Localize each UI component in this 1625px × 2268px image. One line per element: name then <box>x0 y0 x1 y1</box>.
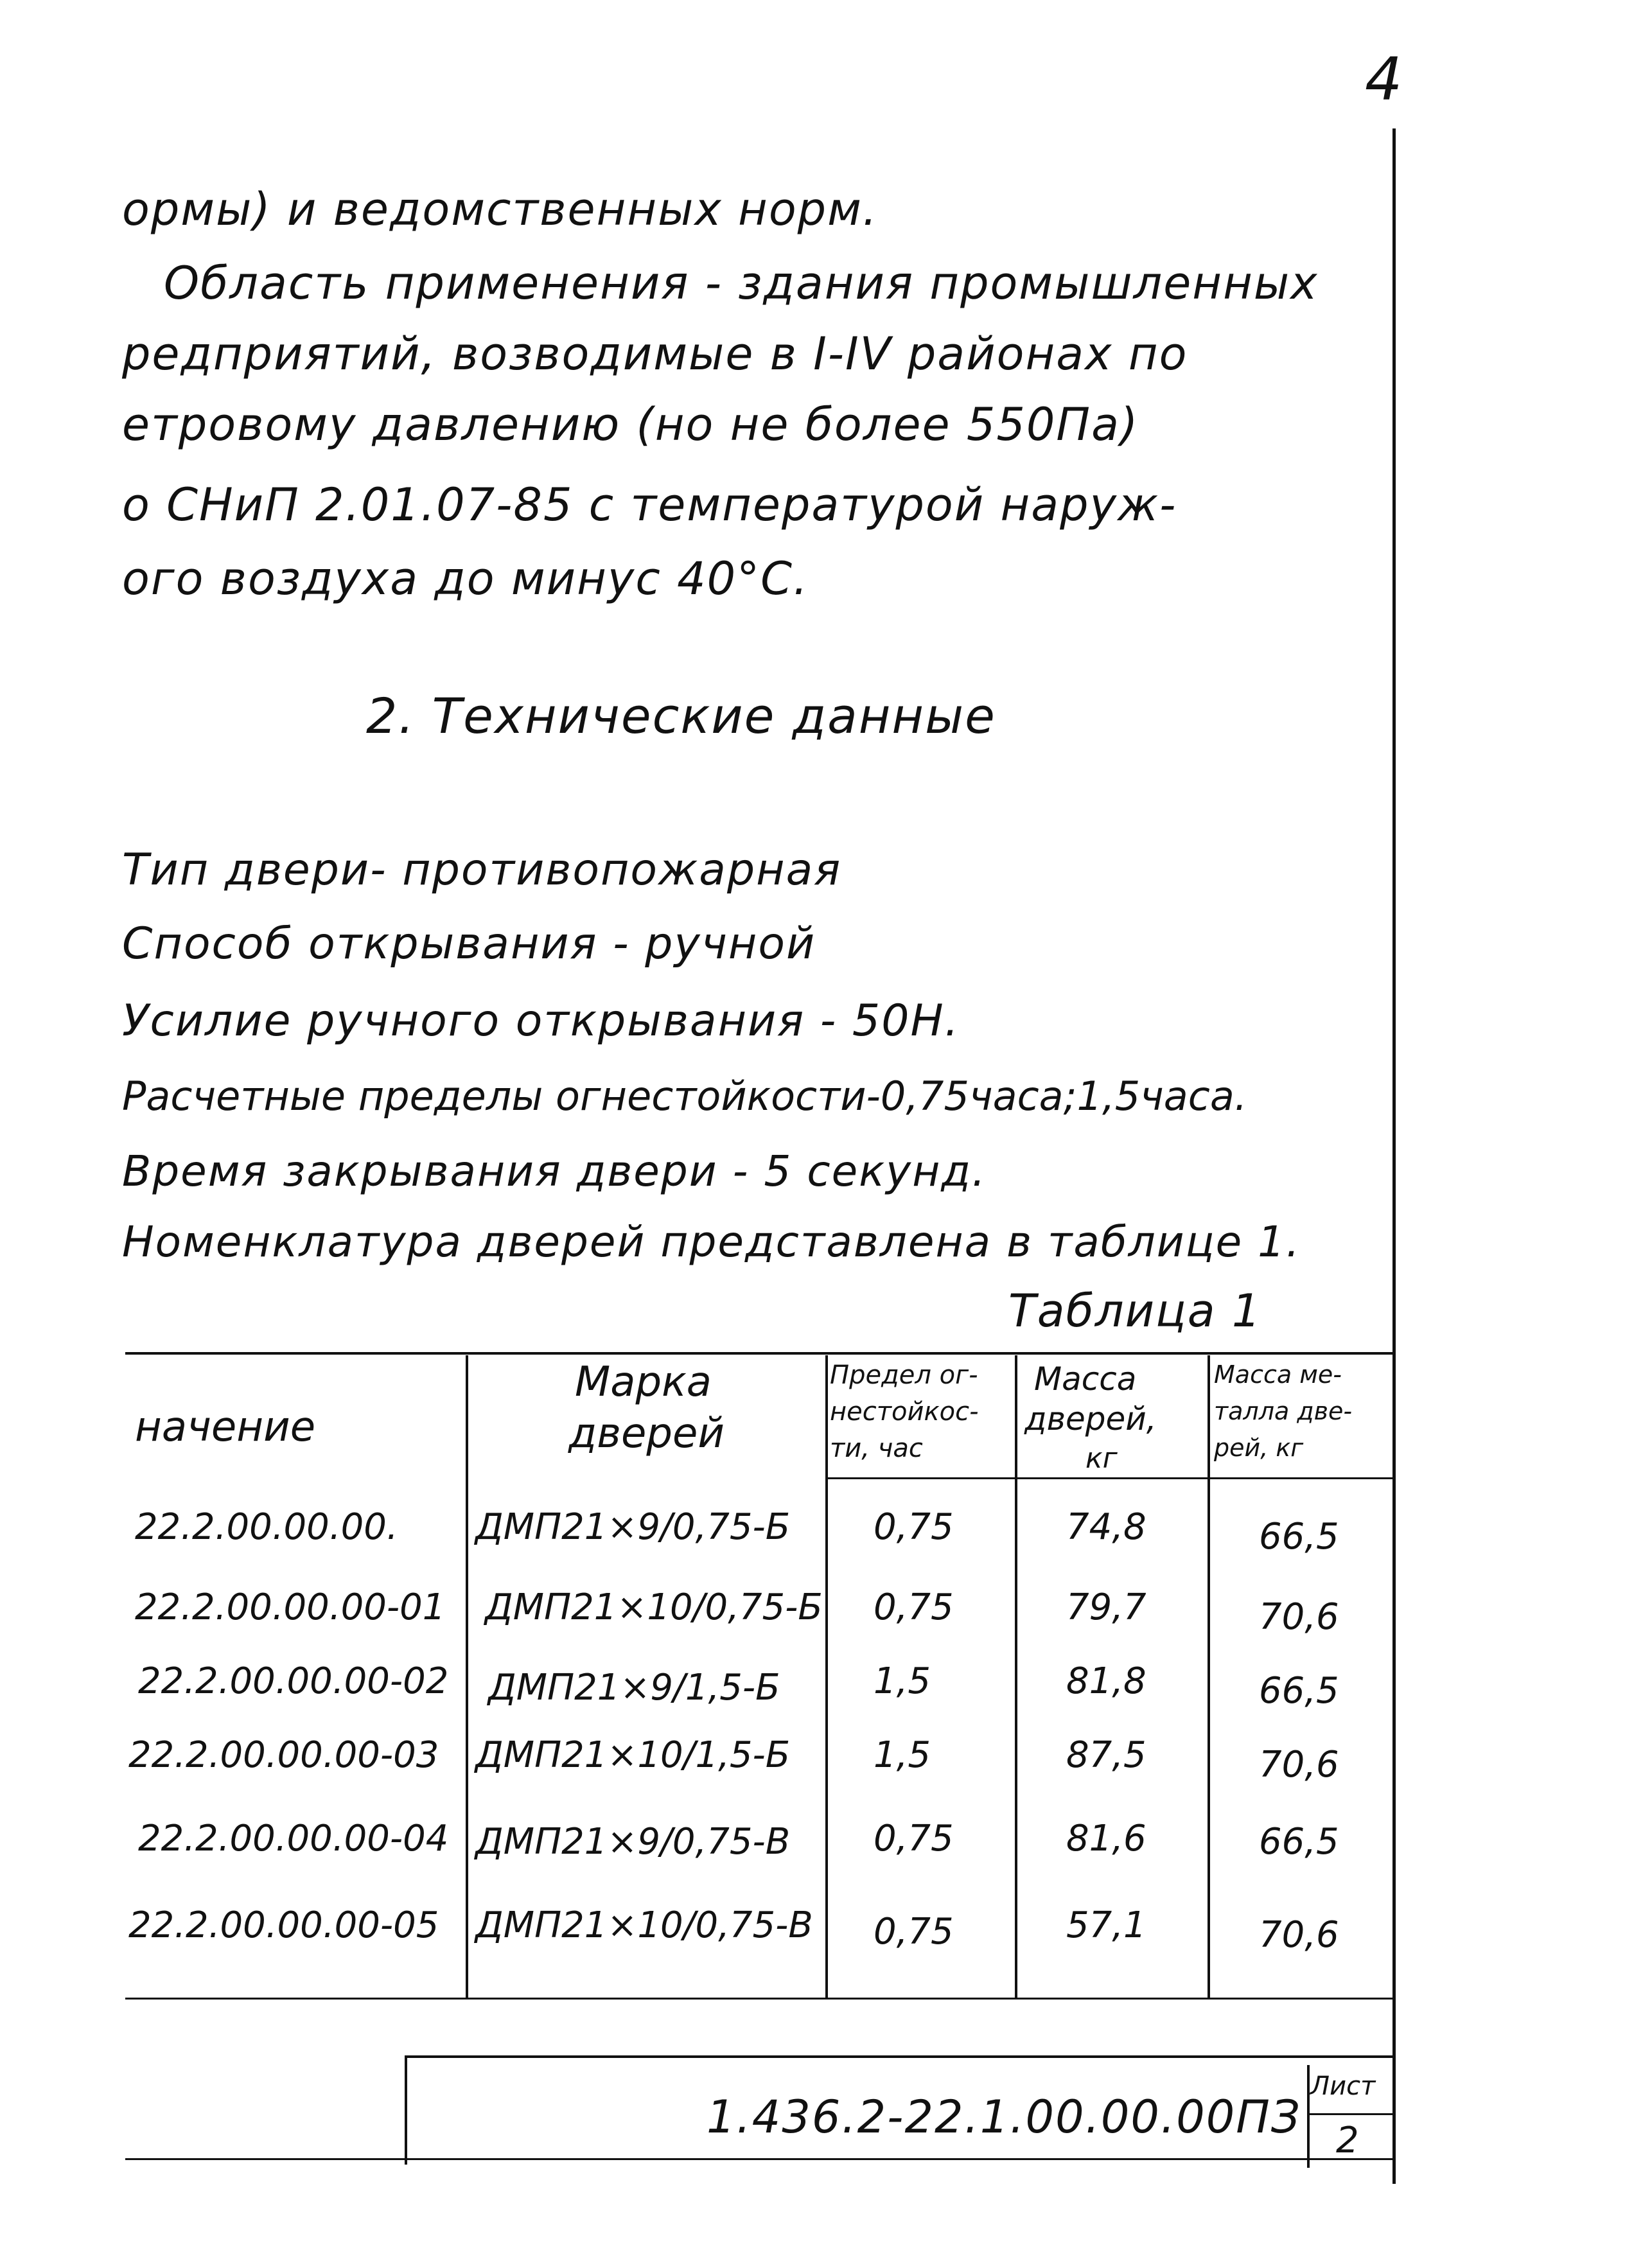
intro-line: редприятий, возводимые в I-IV районах по <box>122 328 1188 380</box>
header-line: кг <box>1085 1442 1118 1475</box>
header-designation: начение <box>135 1403 316 1451</box>
cell-door-mark: ДМП21×9/0,75-В <box>475 1821 791 1863</box>
cell-designation: 22.2.00.00.00. <box>135 1506 398 1548</box>
cell-fire-resistance: 0,75 <box>874 1818 954 1859</box>
cell-designation: 22.2.00.00.00-03 <box>128 1734 439 1776</box>
table-bottom-line <box>125 1998 1394 2000</box>
cell-metal-mass: 66,5 <box>1259 1670 1339 1712</box>
cell-metal-mass: 70,6 <box>1259 1744 1339 1786</box>
cell-fire-resistance: 0,75 <box>874 1911 954 1953</box>
title-block-top-line <box>405 2055 1394 2058</box>
cell-designation: 22.2.00.00.00-01 <box>135 1587 446 1628</box>
table-col-divider <box>466 1355 468 1998</box>
cell-fire-resistance: 0,75 <box>874 1587 954 1628</box>
table-col-divider <box>825 1355 828 1998</box>
cell-fire-resistance: 1,5 <box>874 1734 931 1776</box>
table-col-divider <box>1208 1355 1210 1998</box>
header-line: Масса ме- <box>1214 1360 1342 1389</box>
cell-door-mass: 79,7 <box>1066 1587 1146 1628</box>
cell-designation: 22.2.00.00.00-05 <box>128 1904 439 1946</box>
cell-door-mark: ДМП21×9/0,75-Б <box>475 1506 791 1548</box>
header-line: дверей <box>568 1410 725 1457</box>
spec-line: Усилие ручного открывания - 50Н. <box>122 996 960 1046</box>
spec-line: Время закрывания двери - 5 секунд. <box>122 1147 987 1196</box>
cell-metal-mass: 70,6 <box>1259 1596 1339 1638</box>
sheet-box-left-line <box>1307 2065 1310 2168</box>
intro-line: ого воздуха до минус 40°С. <box>122 552 809 605</box>
cell-door-mark: ДМП21×10/0,75-Б <box>485 1587 823 1628</box>
cell-door-mass: 87,5 <box>1066 1734 1146 1776</box>
frame-right-line <box>1392 128 1396 2184</box>
sheet-number: 2 <box>1336 2120 1359 2161</box>
table-col-divider <box>1015 1355 1017 1998</box>
intro-line: етровому давлению (но не более 550Па) <box>122 398 1139 451</box>
cell-metal-mass: 70,6 <box>1259 1914 1339 1956</box>
cell-metal-mass: 66,5 <box>1259 1516 1339 1558</box>
table-top-line <box>125 1352 1394 1355</box>
title-block-bottom-line <box>125 2158 1394 2160</box>
cell-fire-resistance: 0,75 <box>874 1506 954 1548</box>
title-block-left-line <box>405 2055 407 2165</box>
document-code: 1.436.2-22.1.00.00.00ПЗ <box>707 2091 1301 2143</box>
spec-line: Расчетные пределы огнестойкости-0,75часа;1,5часа. <box>122 1073 1247 1120</box>
header-line: рей, кг <box>1214 1434 1304 1462</box>
cell-designation: 22.2.00.00.00-04 <box>138 1818 449 1859</box>
header-line: Марка <box>575 1358 712 1406</box>
section-title: 2. Технические данные <box>366 687 996 744</box>
cell-door-mark: ДМП21×9/1,5-Б <box>488 1667 780 1709</box>
header-line: талла две- <box>1214 1397 1353 1425</box>
table-header-bottom-line <box>825 1477 1394 1479</box>
header-line: дверей, <box>1024 1400 1157 1437</box>
spec-line: Тип двери- противопожарная <box>122 845 842 895</box>
intro-line: о СНиП 2.01.07-85 с температурой наруж- <box>122 479 1177 531</box>
cell-door-mass: 74,8 <box>1066 1506 1146 1548</box>
intro-line: Область применения - здания промышленных <box>164 257 1319 310</box>
spec-line: Способ открывания - ручной <box>122 919 816 969</box>
cell-designation: 22.2.00.00.00-02 <box>138 1660 449 1702</box>
cell-door-mark: ДМП21×10/1,5-Б <box>475 1734 791 1776</box>
sheet-box-divider <box>1307 2113 1394 2115</box>
table-caption: Таблица 1 <box>1008 1285 1262 1337</box>
cell-door-mass: 81,8 <box>1066 1660 1146 1702</box>
header-line: нестойкос- <box>830 1397 979 1427</box>
intro-line: ормы) и ведомственных норм. <box>122 183 879 236</box>
header-line: Масса <box>1034 1360 1137 1398</box>
page-number: 4 <box>1365 45 1404 114</box>
spec-line: Номенклатура дверей представлена в таблице 1. <box>122 1217 1301 1267</box>
cell-fire-resistance: 1,5 <box>874 1660 931 1702</box>
header-line: ти, час <box>830 1434 923 1463</box>
cell-door-mass: 81,6 <box>1066 1818 1146 1859</box>
sheet-label: Лист <box>1310 2071 1376 2101</box>
cell-metal-mass: 66,5 <box>1259 1821 1339 1863</box>
cell-door-mass: 57,1 <box>1066 1904 1146 1946</box>
header-line: Предел ог- <box>830 1360 978 1390</box>
cell-door-mark: ДМП21×10/0,75-В <box>475 1904 813 1946</box>
